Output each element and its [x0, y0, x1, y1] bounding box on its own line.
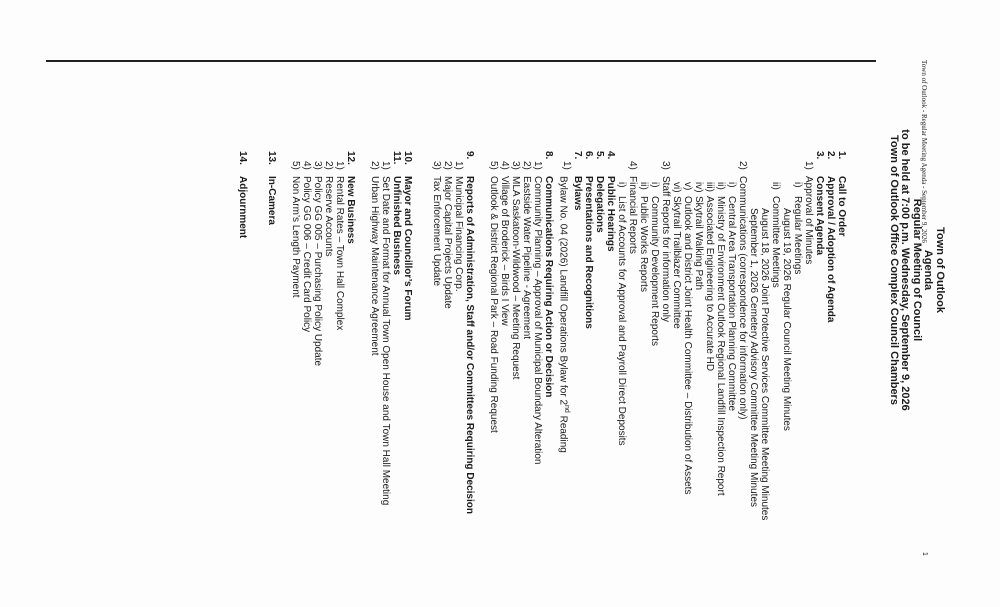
- agenda-line-number: iv): [693, 182, 704, 193]
- agenda-line-number: 1): [380, 161, 391, 170]
- agenda-line-text: Set Date and Format for Annual Town Open House and Town Hall Meeting: [380, 176, 391, 506]
- agenda-line-text: Urban Highway Maintenance Agreement: [369, 176, 380, 356]
- agenda-line-number: 3.: [814, 151, 825, 160]
- agenda-line-number: i): [649, 182, 660, 188]
- agenda-line-text: Major Capital Projects Update: [442, 176, 453, 309]
- agenda-line-number: 3): [312, 161, 323, 170]
- header-town: Town of Outlook: [934, 227, 946, 313]
- agenda-line-number: 8.: [543, 151, 554, 160]
- agenda-line-text: Public Hearings: [605, 176, 616, 252]
- header-meeting: Regular Meeting of Council: [911, 198, 923, 342]
- header-agenda: Agenda: [922, 249, 935, 291]
- agenda-line-number: 2): [323, 161, 334, 170]
- agenda-line-number: i): [616, 182, 627, 188]
- agenda-line-number: 13.: [266, 151, 277, 165]
- agenda-line-text: In-Camera: [266, 176, 277, 225]
- agenda-line-text: List of Accounts for Approval and Payroll Direct Deposits: [616, 196, 627, 446]
- agenda-line-text: Presentations and Recognitions: [583, 176, 594, 329]
- agenda-line-number: 4): [499, 161, 510, 170]
- agenda-line-text: Mayor and Councillor’s Forum: [402, 176, 413, 321]
- agenda-line-text: Outlook and District Joint Health Committee – Distribution of Assets: [682, 196, 693, 495]
- agenda-line-text: Policy GG 005 – Purchasing Policy Update: [312, 176, 323, 367]
- agenda-line-text: Central Area Transportation Planning Committee: [726, 196, 737, 412]
- agenda-line-number: i): [792, 182, 803, 188]
- agenda-line-number: 5.: [594, 151, 605, 160]
- agenda-line-text: Delegations: [594, 176, 605, 233]
- agenda-line-number: vi): [671, 182, 682, 193]
- agenda-line-text: Communications (correspondence for information only): [737, 176, 748, 420]
- page-number: 1: [921, 552, 928, 556]
- agenda-line-text: Public Works Reports: [638, 196, 649, 292]
- agenda-line-number: ii): [715, 182, 726, 190]
- agenda-line-number: 2): [737, 161, 748, 170]
- agenda-line-text: August 18, 2026 Joint Protective Services Committee Meeting Minutes: [759, 208, 770, 521]
- agenda-line-number: iii): [704, 182, 715, 192]
- agenda-line-number: 5): [290, 161, 301, 170]
- agenda-line-text: Tax Enforcement Update: [431, 176, 442, 287]
- agenda-line-number: 1): [532, 161, 543, 170]
- agenda-line-number: 3): [660, 161, 671, 170]
- agenda-line-number: 1.: [836, 151, 847, 160]
- agenda-line-number: 4.: [605, 151, 616, 160]
- agenda-line-number: v): [682, 182, 693, 191]
- agenda-line-number: i): [726, 182, 737, 188]
- agenda-line-text: Policy GG 006 – Credit Card Policy: [301, 176, 312, 333]
- agenda-line-number: 1): [334, 161, 345, 170]
- agenda-line-number: 1): [453, 161, 464, 170]
- page-footer: Town of Outlook - Regular Meeting Agenda - September 9, 2026: [920, 60, 928, 243]
- agenda-line-number: 11.: [391, 151, 402, 165]
- agenda-line-number: 12.: [345, 151, 356, 165]
- agenda-line-number: 2): [369, 161, 380, 170]
- header-location: Town of Outlook Office Complex Council Chambers: [888, 135, 900, 405]
- agenda-line-number: 7.: [572, 151, 583, 160]
- agenda-line-text: September 1, 2026 Cemetery Advisory Committee Meeting Minutes: [748, 208, 759, 508]
- agenda-line-text: Municipal Financing Corp.: [453, 176, 464, 292]
- agenda-line-text: Eastside Water Pipeline - Agreement: [521, 176, 532, 340]
- agenda-line-text: Approval of Minutes: [803, 176, 814, 265]
- agenda-line-text: Committee Meetings: [770, 196, 781, 288]
- agenda-line-text: Bylaw No. 04 (2026) Landfill Operations Bylaw for 2nd Reading: [557, 176, 570, 453]
- agenda-line-number: 3): [431, 161, 442, 170]
- agenda-line-text: Approval / Adoption of Agenda: [825, 176, 836, 323]
- agenda-line-number: ii): [770, 182, 781, 190]
- agenda-line-text: Outlook & District Regional Park – Road Funding Request: [488, 176, 499, 433]
- agenda-line-number: ii): [638, 182, 649, 190]
- agenda-line-text: Bylaws: [572, 176, 583, 211]
- agenda-line-number: 4): [627, 161, 638, 170]
- agenda-line-number: 10.: [402, 151, 413, 165]
- agenda-line-text: Call to Order: [836, 176, 847, 237]
- agenda-line-text: Skytrail Walking Path: [693, 196, 704, 291]
- agenda-line-number: 1): [803, 161, 814, 170]
- agenda-line-text: Associated Engineering to Accurate HD: [704, 196, 715, 372]
- agenda-line-text: Consent Agenda: [814, 176, 825, 256]
- agenda-line-number: 14.: [237, 151, 248, 165]
- agenda-line-number: 2.: [825, 151, 836, 160]
- agenda-line-number: 9.: [464, 151, 475, 160]
- agenda-header: [888, 60, 946, 480]
- agenda-line-number: 5): [488, 161, 499, 170]
- agenda-line-text: Community Planning – Approval of Municipal Boundary Alteration: [532, 176, 543, 465]
- agenda-line-number: 4): [301, 161, 312, 170]
- agenda-line-text: Unfinished Business: [391, 176, 402, 275]
- agenda-line-number: 3): [510, 161, 521, 170]
- agenda-line-number: 1): [561, 161, 572, 170]
- agenda-line-text: Financial Reports: [627, 176, 638, 254]
- agenda-line-text: Village of Broderick – Birds I View: [499, 176, 510, 326]
- agenda-line-text: Skytrail Trailblazer Committee: [671, 196, 682, 329]
- agenda-line-text: Adjournment: [237, 176, 248, 239]
- agenda-line-text: Regular Meetings: [792, 196, 803, 275]
- agenda-line-text: MLA Saskatoon-Wildwood – Meeting Request: [510, 176, 521, 380]
- margin-rule: [46, 60, 876, 62]
- agenda-line-text: Staff Reports for information only: [660, 176, 671, 322]
- agenda-line-text: August 19, 2026 Regular Council Meeting Minutes: [781, 208, 792, 431]
- agenda-line-text: Reserve Accounts: [323, 176, 334, 257]
- agenda-line-text: New Business: [345, 176, 356, 244]
- agenda-line-text: Ministry of Environment Outlook Regional Landfill Inspection Report: [715, 196, 726, 496]
- agenda-line-text: Reports of Administration, Staff and/or Committees Requiring Decision: [464, 176, 475, 514]
- header-time: to be held at 7:00 p.m. Wednesday, September 9, 2026: [899, 129, 912, 411]
- agenda-line-number: 2): [442, 161, 453, 170]
- agenda-line-text: Community Development Reports: [649, 196, 660, 347]
- agenda-line-number: 6.: [583, 151, 594, 160]
- agenda-line-number: 2): [521, 161, 532, 170]
- agenda-line-text: Rental Rates – Town Hall Complex: [334, 176, 345, 331]
- agenda-line-text: Non Arm’s Length Payment: [290, 176, 301, 298]
- agenda-line-text: Communications Requiring Action or Decision: [543, 176, 554, 398]
